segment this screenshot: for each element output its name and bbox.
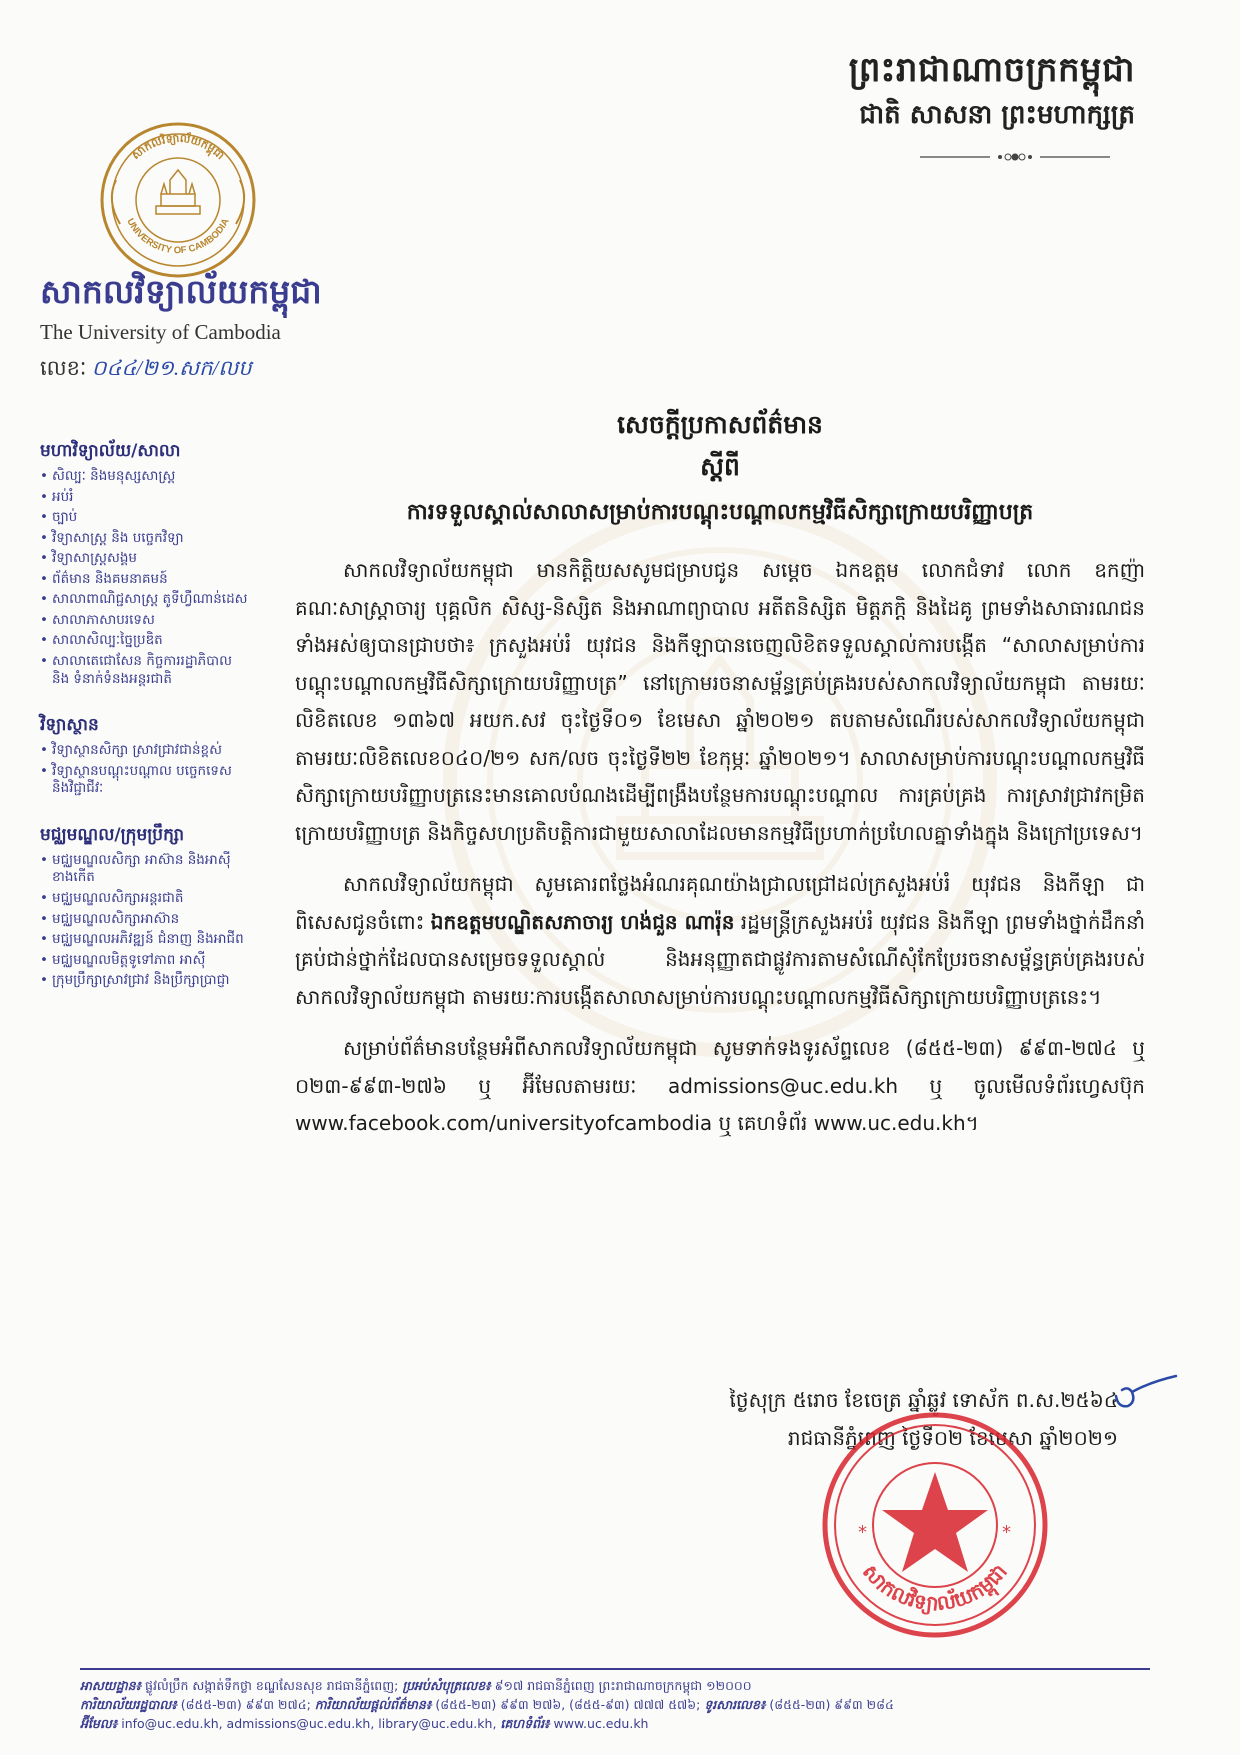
footer-divider: [80, 1668, 1150, 1670]
official-red-stamp: [820, 1410, 1050, 1640]
lunar-date: ថ្ងៃសុក្រ ៥រោច ខែចេត្រ ឆ្នាំឆ្លូវ ទោស័ក ព.ស.២៥៦៤: [729, 1388, 1118, 1412]
info-office-phone: (៨៥៥-២៣) ៩៩៣ ២៧៦, (៨៥៥-៩៣) ៧៧៧ ៥៧៦;: [435, 1697, 701, 1712]
svg-text:*: *: [1002, 1522, 1011, 1543]
sidebar-item: • សាលាសិល្បៈច្នៃប្រឌិត: [40, 632, 250, 650]
university-seal-logo: [98, 120, 258, 280]
sidebar-item: • មជ្ឈមណ្ឌលសិក្សា អាស៊ាន និងអាស៊ីខាងកើត: [40, 852, 250, 887]
email-label: អ៊ីមែល៖: [80, 1716, 118, 1731]
admin-office-phone: (៨៥៥-២៣) ៩៩៣ ២៧៤;: [180, 1697, 311, 1712]
sidebar-item: • ច្បាប់: [40, 509, 250, 527]
info-office-label: ការិយាល័យផ្តល់ព័ត៌មាន៖: [314, 1697, 432, 1712]
svg-text:*: *: [858, 1522, 867, 1543]
sidebar-item: • ព័ត៌មាន និងគមនាគមន៍: [40, 571, 250, 589]
sidebar-item: • មជ្ឈមណ្ឌលអភិវឌ្ឍន៍ ជំនាញ និងអាជីព: [40, 931, 250, 949]
sidebar-item: • វិទ្យាស្ថានបណ្តុះបណ្តាល បច្ចេកទេស និងវិជ្ជាជីវៈ: [40, 763, 250, 798]
reference-label: លេខៈ: [40, 356, 87, 380]
fax-value: (៨៥៥-២៣) ៩៩៣ ២៨៤: [769, 1697, 894, 1712]
sidebar-section: [40, 714, 250, 798]
address-value: ផ្លូវលំប្រឹក សង្កាត់ទឹកថ្លា ខណ្ឌសែនសុខ រាជធានីភ្នំពេញ;: [145, 1678, 399, 1693]
website-label: គេហទំព័រ៖: [500, 1716, 550, 1731]
university-name-kh: សាកលវិទ្យាល័យកម្ពុជា: [40, 272, 322, 311]
sidebar-item: • មជ្ឈមណ្ឌលមិត្តទូទៅភាព អាស៊ី: [40, 952, 250, 970]
sidebar-item: • វិទ្យាសាស្ត្រ និង បច្ចេកវិទ្យា: [40, 530, 250, 548]
university-name-en: The University of Cambodia: [40, 320, 281, 344]
svg-text:សាកលវិទ្យាល័យកម្ពុជា: សាកលវិទ្យាល័យកម្ពុជា: [129, 131, 227, 163]
sidebar-item: • សាលាភាសាបរទេស: [40, 612, 250, 630]
sidebar-item: • វិទ្យាសាស្ត្រសង្គម: [40, 550, 250, 568]
document-subtitle-regarding: ស្តីពី: [700, 452, 740, 481]
sidebar-section-title: វិទ្យាស្ថាន: [40, 715, 99, 736]
sidebar-item: • មជ្ឈមណ្ឌលសិក្សាអាស៊ាន: [40, 911, 250, 929]
email-value[interactable]: info@uc.edu.kh, admissions@uc.edu.kh, library@uc.edu.kh,: [121, 1716, 497, 1731]
document-subject: ការទទួលស្គាល់សាលាសម្រាប់ការបណ្តុះបណ្តាលកម្មវិធីសិក្សាក្រោយបរិញ្ញាបត្រ: [406, 500, 1034, 525]
sidebar-item: • សាលាពាណិជ្ជសាស្ត្រ តូទីហ្វឺណាន់ដេស: [40, 591, 250, 609]
document-title: សេចក្តីប្រកាសព័ត៌មាន: [617, 410, 823, 439]
sidebar-item: • សាលាតេជោសែន កិច្ចការរដ្ឋាភិបាល និង ទំនាក់ទំនងអន្តរជាតិ: [40, 653, 250, 688]
sidebar-section-title: មហាវិទ្យាល័យ/សាលា: [40, 441, 181, 461]
sidebar-faculties: [40, 440, 250, 1016]
handwritten-initial: [1110, 1368, 1180, 1414]
paragraph-2: [295, 866, 1145, 1016]
admin-office-label: ការិយាល័យរដ្ឋបាល៖: [80, 1697, 177, 1712]
sidebar-item: • ក្រុមប្រឹក្សាស្រាវជ្រាវ និងប្រឹក្សាប្រាជ្ញា: [40, 972, 250, 990]
website-link[interactable]: www.uc.edu.kh: [553, 1716, 649, 1731]
paragraph-1: សាកលវិទ្យាល័យកម្ពុជា មានកិត្តិយសសូមជម្រាបជូន សម្តេច ឯកឧត្តម លោកជំទាវ លោក ឧកញ៉ា គណៈសាស្ត្រាចារ្យ បុគ្គលិក សិស្ស-និស្សិត និងអាណាព្យាបាល អតីតនិស្សិត មិត្តភក្តិ និងដៃគូ ព្រមទាំងសាធារណជនទាំងអស់ឲ្យបានជ្រាបថា៖ ក្រសួងអប់រំ យុវជន និងកីឡាបានចេញលិខិតទទួលស្គាល់ការបង្កើត “សាលាសម្រាប់ការបណ្តុះបណ្តាលកម្មវិធីសិក្សាក្រោយបរិញ្ញាបត្រ” នៅក្រោមរចនាសម្ព័ន្ធគ្រប់គ្រងរបស់សាកលវិទ្យាល័យកម្ពុជា តាមរយៈលិខិតលេខ ១៣៦៧ អយក.សវ ចុះថ្ងៃទី០១ ខែមេសា ឆ្នាំ២០២១ តបតាមសំណើរបស់សាកលវិទ្យាល័យកម្ពុជាតាមរយៈលិខិតលេខ០៤០/២១ សក/លច ចុះថ្ងៃទី២២ ខែកុម្ភៈ ឆ្នាំ២០២១។ សាលាសម្រាប់ការបណ្តុះបណ្តាលកម្មវិធីសិក្សាក្រោយបរិញ្ញាបត្រនេះមានគោលបំណងដើម្បីពង្រឹងបន្ថែមការបណ្តុះបណ្តាល ការគ្រប់គ្រង ការស្រាវជ្រាវកម្រិតក្រោយបរិញ្ញាបត្រ និងកិច្ចសហប្រតិបត្តិការជាមួយសាលាដែលមានកម្មវិធីប្រហាក់ប្រហែលគ្នាទាំងក្នុង និងក្រៅប្រទេស។: [295, 558, 1145, 845]
reference-number: [40, 355, 252, 386]
address-label: អាសយដ្ឋាន៖: [80, 1678, 142, 1693]
pobox-label: ប្រអប់សំបុត្រលេខ៖: [402, 1678, 491, 1693]
sidebar-section-title: មជ្ឈមណ្ឌល/ក្រុមប្រឹក្សា: [40, 824, 185, 845]
sidebar-item: • វិទ្យាស្ថានសិក្សា ស្រាវជ្រាវជាន់ខ្ពស់: [40, 742, 250, 760]
sidebar-item: • អប់រំ: [40, 489, 250, 507]
footer-row-3: [80, 1714, 1160, 1733]
footer-row-2: [80, 1695, 1160, 1714]
footer-row-1: [80, 1676, 1160, 1695]
paragraph-3: សម្រាប់ព័ត៌មានបន្ថែមអំពីសាកលវិទ្យាល័យកម្ពុជា សូមទាក់ទងទូរស័ព្ទលេខ (៨៥៥-២៣) ៩៩៣-២៧៤ ឬ ០២៣-៩៩៣-២៧៦ ឬ អ៊ីមែលតាមរយៈ admissions@uc.edu.kh ឬ ចូលមើលទំព័រហ្វេសប៊ុក www.facebook.com/universityofcambodia ឬ គេហទំព័រ www.uc.edu.kh។: [295, 1036, 1145, 1135]
paragraph-2-start: សាកលវិទ្យាល័យកម្ពុជា សូមគោរពថ្លែងអំណរគុណយ៉ាងជ្រាលជ្រៅដល់ក្រសួងអប់រំ យុវជន និងកីឡា ជាពិសេសជូនចំពោះ: [295, 872, 1145, 934]
fax-label: ទូរសារលេខ៖: [704, 1697, 766, 1712]
sidebar-item: • សិល្បៈ និងមនុស្សសាស្ត្រ: [40, 468, 250, 486]
reference-value: ០៤៤/២១.សក/លប: [91, 356, 252, 380]
paragraph-2-end: រដ្ឋមន្ត្រីក្រសួងអប់រំ យុវជន និងកីឡា ព្រមទាំងថ្នាក់ដឹកនាំគ្រប់ជាន់ថ្នាក់ដែលបានសម្រេចទទួលស្គាល់ និងអនុញ្ញាតជាផ្លូវការតាមសំណើសុំកែប្រែរចនាសម្ព័ន្ធគ្រប់គ្រងរបស់សាកលវិទ្យាល័យកម្ពុជា តាមរយៈការបង្កើតសាលាសម្រាប់ការបណ្តុះបណ្តាលកម្មវិធីសិក្សាក្រោយបរិញ្ញាបត្រនេះ។: [295, 909, 1145, 1009]
sidebar-item: • មជ្ឈមណ្ឌលសិក្សាអន្តរជាតិ: [40, 890, 250, 908]
pobox-value: ៩១៧ រាជធានីភ្នំពេញ ព្រះរាជាណាចក្រកម្ពុជា ១២០០០: [494, 1678, 752, 1693]
solar-date: រាជធានីភ្នំពេញ ថ្ងៃទី០២ ខែមេសា ឆ្នាំ២០២១: [787, 1426, 1118, 1450]
minister-name: ឯកឧត្តមបណ្ឌិតសភាចារ្យ ហង់ជួន ណារ៉ុន: [430, 909, 735, 934]
svg-text:UNIVERSITY OF CAMBODIA: UNIVERSITY OF CAMBODIA: [124, 216, 232, 257]
kingdom-heading: ព្រះរាជាណាចក្រកម្ពុជា: [848, 50, 1135, 90]
footer-contact: [80, 1676, 1160, 1733]
sidebar-section: [40, 440, 250, 688]
ornament-divider: [920, 150, 1110, 164]
svg-text:សាកលវិទ្យាល័យកម្ពុជា: សាកលវិទ្យាល័យកម្ពុជា: [857, 1559, 1012, 1616]
announcement-body: [295, 410, 1145, 1157]
sidebar-section: [40, 824, 250, 990]
national-motto: ជាតិ សាសនា ព្រះមហាក្សត្រ: [859, 100, 1135, 130]
